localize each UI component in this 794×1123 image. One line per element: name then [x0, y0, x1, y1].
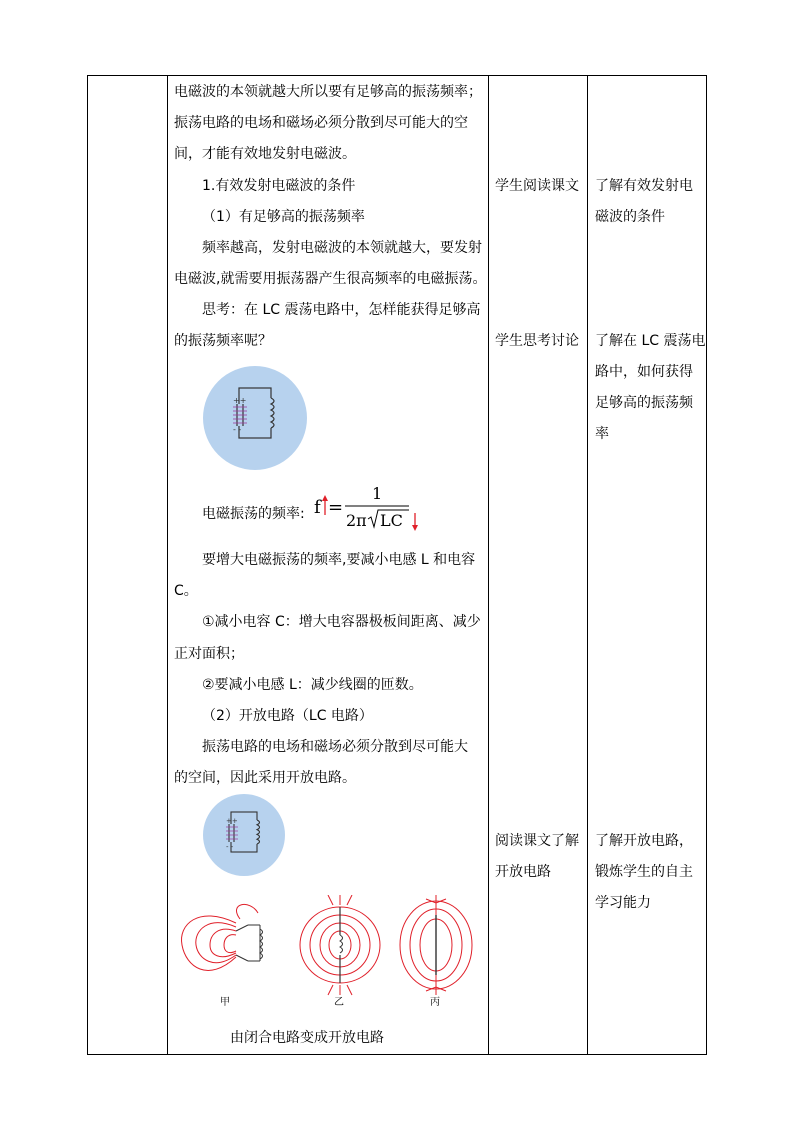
frequency-label: 电磁振荡的频率: — [202, 506, 305, 522]
figure-caption: 由闭合电路变成开放电路 — [230, 1030, 384, 1046]
inductor-coil — [340, 935, 343, 953]
main-text-line: 思考：在 LC 震荡电路中，怎样能获得足够高 — [202, 302, 481, 318]
open-circuit-field-figures — [178, 895, 483, 1015]
table-border-left — [87, 75, 88, 1055]
lc-circuit-svg — [203, 366, 307, 470]
circuit-wire — [248, 925, 260, 961]
main-text-line: 间，才能有效地发射电磁波。 — [174, 146, 356, 162]
main-text-line: 电磁波,就需要用振荡器产生很高频率的电磁振荡。 — [174, 271, 487, 287]
design-intent-cell: 路中，如何获得 — [595, 364, 693, 380]
capacitor-plus-marks: ++ — [233, 396, 247, 405]
main-text-line: 的空间，因此采用开放电路。 — [174, 770, 356, 786]
capacitor-plus-marks: ++ — [226, 817, 238, 825]
formula-equals: = — [328, 497, 344, 518]
figure-label-jia: 甲 — [220, 997, 230, 1008]
capacitor-plate — [236, 955, 248, 961]
main-text-line: 振荡电路的电场和磁场必须分散到尽可能大的空 — [174, 115, 468, 131]
main-text-line: C。 — [174, 583, 198, 599]
design-intent-cell: 了解有效发射电 — [595, 178, 693, 194]
formula-numerator: 1 — [372, 484, 383, 503]
formula-2pi: 2π — [346, 511, 367, 530]
main-text-line: 振荡电路的电场和磁场必须分散到尽可能大 — [202, 739, 468, 755]
figure-yi — [300, 895, 380, 1008]
lc-circuit-svg-small — [203, 794, 285, 876]
figure-label-bing: 丙 — [430, 997, 440, 1008]
frequency-formula — [313, 482, 423, 532]
main-text-line: 正对面积； — [174, 646, 244, 662]
decrease-arrow-head — [412, 525, 418, 531]
student-activity-cell: 阅读课文了解 — [495, 833, 579, 849]
student-activity-cell: 开放电路 — [495, 864, 551, 880]
figure-bing — [400, 895, 472, 1008]
lc-circuit-diagram-2 — [203, 794, 285, 876]
coil-gap — [265, 398, 277, 428]
table-bottom-border — [87, 1054, 707, 1055]
formula-svg — [313, 482, 423, 532]
figure-label-yi: 乙 — [334, 997, 344, 1008]
column-divider-2 — [488, 75, 489, 1055]
main-text-line: 电磁波的本领就越大所以要有足够高的振荡频率； — [174, 84, 482, 100]
student-activity-cell: 学生思考讨论 — [495, 333, 579, 349]
main-text-line: 的振荡频率呢？ — [174, 333, 272, 349]
capacitor-minus-marks: - - — [226, 843, 234, 851]
design-intent-cell: 学习能力 — [595, 895, 651, 911]
design-intent-cell: 率 — [595, 426, 609, 442]
lc-circuit-diagram-1 — [203, 366, 307, 470]
capacitor-plate — [236, 925, 248, 931]
formula-lc: LC — [380, 511, 403, 530]
section-heading: 1.有效发射电磁波的条件 — [202, 178, 356, 194]
main-text-line: 频率越高，发射电磁波的本领就越大，要发射 — [202, 240, 482, 256]
table-border-right — [706, 75, 707, 1055]
column-divider-3 — [587, 75, 588, 1055]
design-intent-cell: 了解在 LC 震荡电 — [595, 333, 706, 349]
main-text-line: ②要减小电感 L：减少线圈的匝数。 — [202, 677, 423, 693]
coil-gap — [253, 820, 263, 844]
figure-jia — [181, 904, 262, 1008]
main-text-line: ①减小电容 C：增大电容器极板间距离、减少 — [202, 614, 481, 630]
design-intent-cell: 锻炼学生的自主 — [595, 864, 693, 880]
student-activity-cell: 学生阅读课文 — [495, 178, 579, 194]
subsection-heading: （2）开放电路（LC 电路） — [202, 708, 373, 724]
capacitor-minus-marks: - - — [233, 425, 242, 434]
main-text-line: 要增大电磁振荡的频率,要减小电感 L 和电容 — [202, 552, 476, 568]
design-intent-cell: 磁波的条件 — [595, 209, 665, 225]
subsection-heading: （1）有足够高的振荡频率 — [202, 209, 365, 225]
table-top-border — [87, 75, 707, 76]
formula-f: f — [314, 497, 321, 518]
column-divider-1 — [167, 75, 168, 1055]
design-intent-cell: 足够高的振荡频 — [595, 395, 693, 411]
design-intent-cell: 了解开放电路， — [595, 833, 693, 849]
